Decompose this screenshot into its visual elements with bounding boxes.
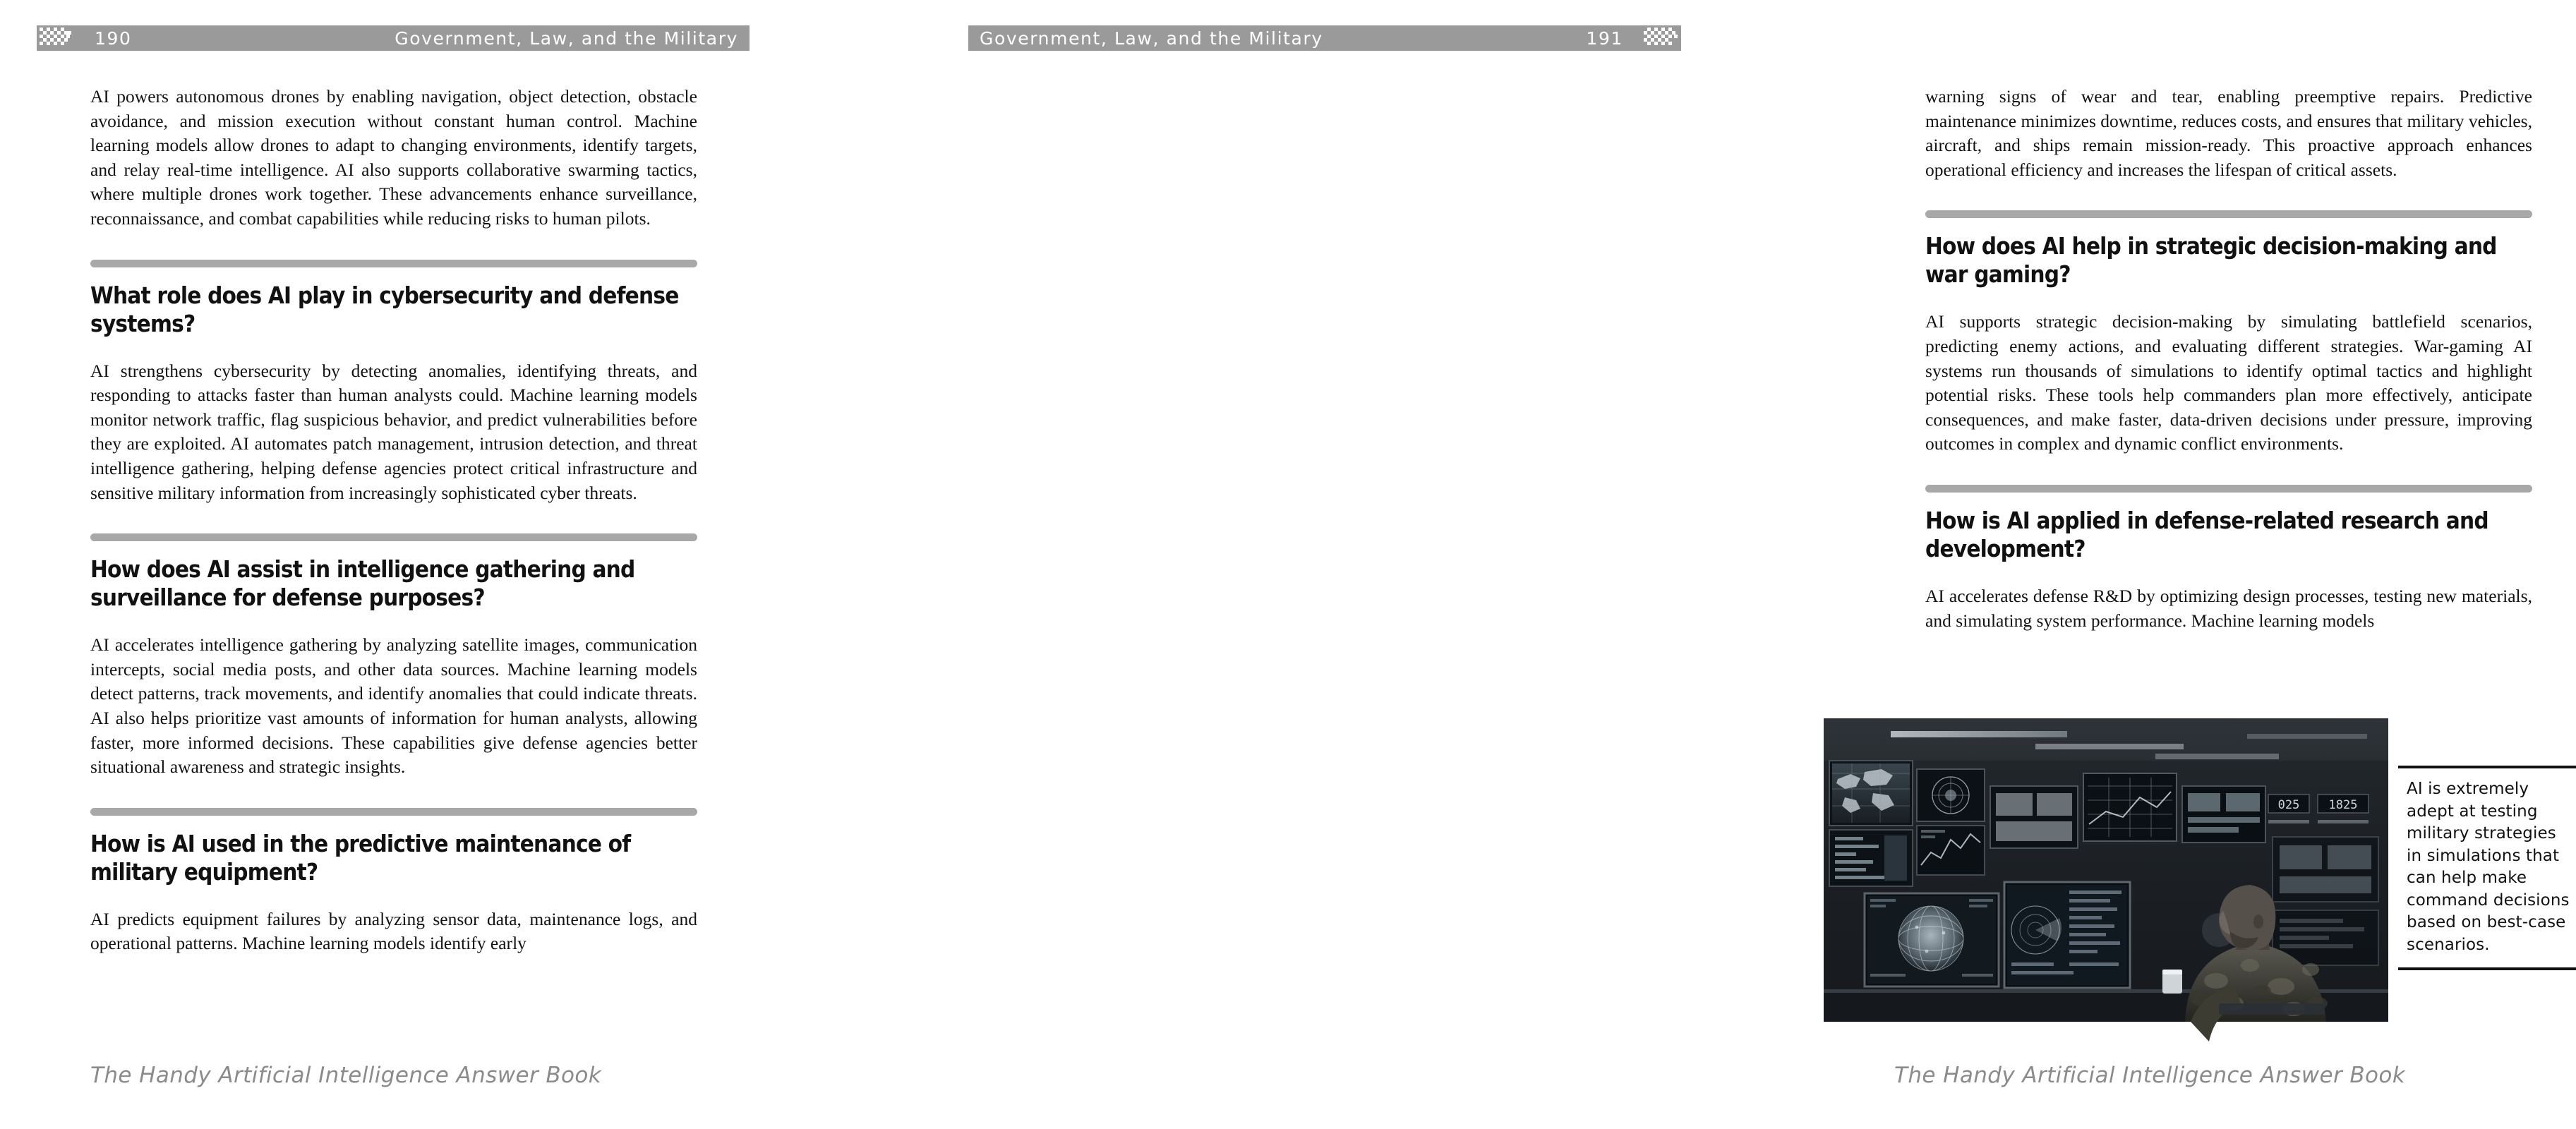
paragraph: AI supports strategic decision-making by simulating battlefield scenarios, predicting enemy actions, and evaluating different strategies. War-gaming AI systems run thousands of simulations to identify optimal tactics and highlight potential risks. These tools help commanders plan more effectively, anticipate consequences, and make faster, data-driven decisions under pressure, improving outcomes in complex and dynamic conflict environments. — [1925, 311, 2532, 454]
text-column-left — [90, 85, 697, 956]
running-head-left — [37, 25, 750, 51]
footer-book-title: The Handy Artificial Intelligence Answer Book — [90, 1063, 602, 1088]
spacer — [1925, 289, 2532, 310]
question-heading: How is AI applied in defense-related research and development? — [1925, 506, 2488, 562]
question-heading: How is AI used in the predictive maintenance of military equipment? — [90, 829, 631, 886]
running-head-bar — [76, 25, 750, 51]
page-number: 191 — [1586, 28, 1623, 49]
running-head-bar — [968, 25, 1642, 51]
spacer — [90, 505, 697, 533]
caption-rule-bottom — [2398, 967, 2576, 970]
text-column-right — [1925, 85, 2532, 633]
spacer — [1925, 182, 2532, 210]
page-left — [0, 0, 869, 1129]
paragraph: AI powers autonomous drones by enabling navigation, object detection, obstacle avoidance, and mission execution without constant human control. Machine learning models allow drones to adapt to changing environments, identify targets, and relay real-time intelligence. AI also supports collaborative swarming tactics, where multiple drones work together. These advancements enhance surveillance, reconnaissance, and combat capabilities while reducing risks to human pilots. — [90, 86, 697, 229]
section-rule — [90, 808, 697, 816]
paragraph: AI predicts equipment failures by analyzing sensor data, maintenance logs, and operational patterns. Machine learning models identify early — [90, 908, 697, 954]
spacer — [90, 231, 697, 260]
running-head-right — [968, 25, 1681, 51]
page-number: 190 — [95, 28, 132, 49]
cup-object — [2162, 970, 2182, 994]
command-center-illustration — [1824, 718, 2388, 1022]
paragraph: AI accelerates intelligence gathering by analyzing satellite images, communication intercepts, social media posts, and other data sources. Machine learning models detect patterns, track movements, and identify anomalies that could indicate threats. AI also helps prioritize vast amounts of information for human analysts, allowing faster, more informed decisions. These capabilities give defense agencies better situational awareness and strategic insights. — [90, 634, 697, 778]
question-heading: What role does AI play in cybersecurity and defense systems? — [90, 281, 679, 337]
svg-text:1825: 1825 — [2328, 798, 2358, 812]
paragraph: warning signs of wear and tear, enabling preemptive repairs. Predictive maintenance minimizes downtime, reduces costs, and ensures that military vehicles, aircraft, and ships remain mission-ready. This proactive approach enhances operational efficiency and increases the lifespan of critical assets. — [1925, 86, 2532, 180]
figure-caption-text: AI is extremely adept at testing military strategies in simulations that can help make command decisions based on best-case scenarios. — [2407, 780, 2570, 954]
spacer — [90, 780, 697, 808]
spacer — [90, 612, 697, 633]
paragraph: AI accelerates defense R&D by optimizing design processes, testing new materials, and simulating system performance. Machine learning models — [1925, 585, 2532, 631]
page-right — [869, 0, 2570, 1129]
footer-book-title: The Handy Artificial Intelligence Answer Book — [1894, 1063, 2406, 1088]
pixel-ornament-icon — [1642, 25, 1681, 51]
section-rule — [1925, 485, 2532, 493]
spacer — [90, 886, 697, 907]
section-rule — [90, 533, 697, 541]
spacer — [1925, 457, 2532, 485]
chapter-title: Government, Law, and the Military — [980, 28, 1323, 49]
spacer — [90, 338, 697, 359]
chapter-title: Government, Law, and the Military — [395, 28, 738, 49]
paragraph: AI strengthens cybersecurity by detecting anomalies, identifying threats, and responding to attacks faster than human analysts could. Machine learning models monitor network traffic, flag suspicious behavior, and predict vulnerabilities before they are exploited. AI automates patch management, intrusion detection, and threat intelligence gathering, helping defense agencies protect critical infrastructure and sensitive military information from increasingly sophisticated cyber threats. — [90, 360, 697, 503]
question-heading: How does AI assist in intelligence gathering and surveillance for defense purposes? — [90, 555, 635, 612]
pixel-ornament-icon — [37, 25, 76, 51]
figure-caption-box — [2398, 766, 2576, 970]
section-rule — [1925, 210, 2532, 218]
svg-text:025: 025 — [2277, 798, 2300, 812]
section-rule — [90, 260, 697, 267]
spacer — [1925, 563, 2532, 584]
question-heading: How does AI help in strategic decision-making and war gaming? — [1925, 232, 2497, 289]
figure-command-center-photo — [1824, 718, 2388, 1022]
